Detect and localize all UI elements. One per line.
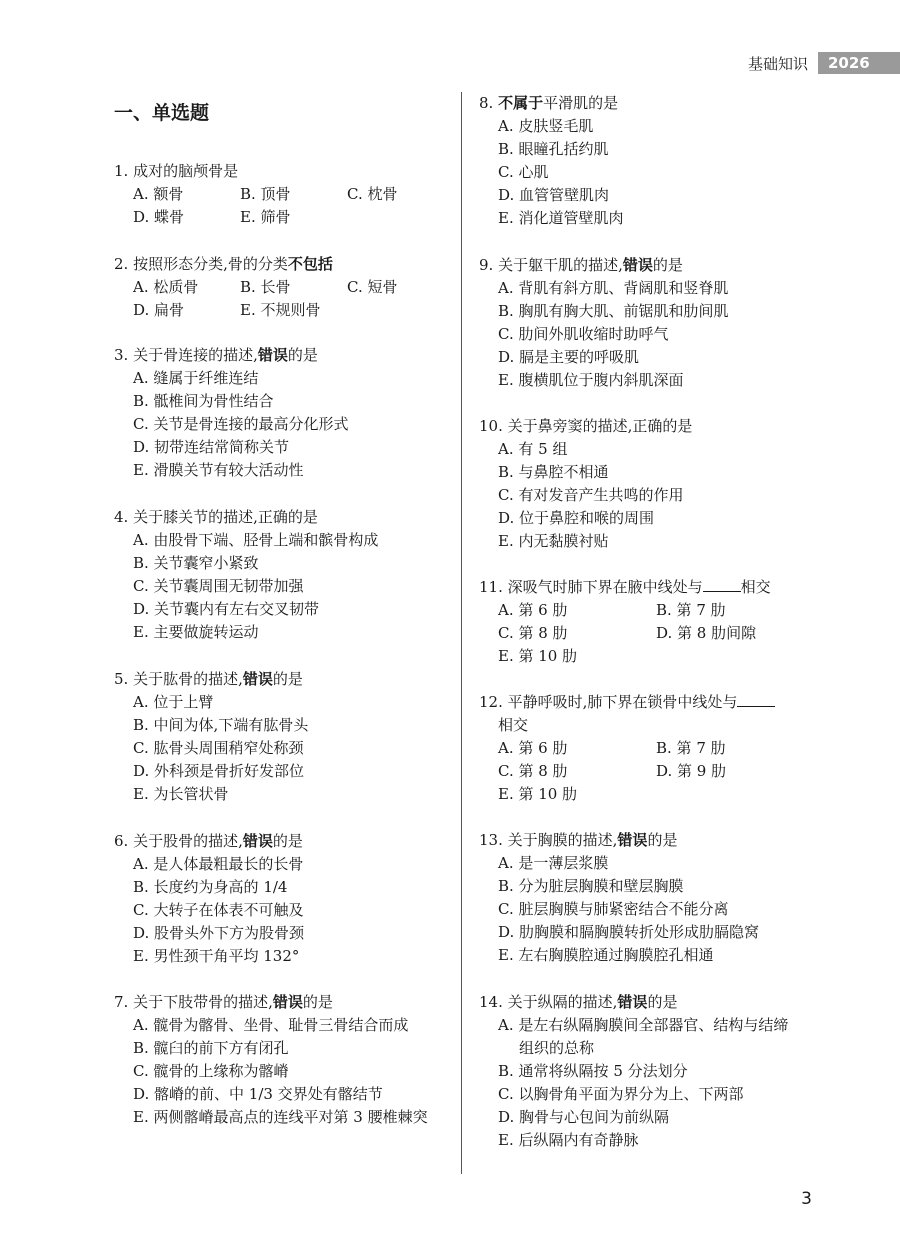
question-3 xyxy=(114,344,348,482)
question-9 xyxy=(479,254,729,392)
question-6 xyxy=(114,830,304,968)
option-b[interactable]: B. 顶骨 xyxy=(240,185,291,203)
question-7 xyxy=(114,991,444,1129)
option-d[interactable]: D. 肋胸膜和膈胸膜转折处形成肋膈隐窝 xyxy=(498,923,760,941)
option-e[interactable]: E. 第 10 肋 xyxy=(498,785,578,803)
option-c[interactable]: C. 有对发音产生共鸣的作用 xyxy=(498,486,684,504)
option-a[interactable]: A. 是人体最粗最长的长骨 xyxy=(133,855,304,873)
option-a[interactable]: A. 背肌有斜方肌、背阔肌和竖脊肌 xyxy=(498,279,729,297)
question-stem: 6. 关于股骨的描述,错误的是 xyxy=(114,832,303,850)
option-grid xyxy=(479,599,814,668)
option-a[interactable]: A. 是一薄层浆膜 xyxy=(498,854,609,872)
option-e[interactable]: E. 两侧髂嵴最高点的连线平对第 3 腰椎棘突 xyxy=(133,1108,428,1126)
option-c[interactable]: C. 大转子在体表不可触及 xyxy=(133,901,304,919)
option-e[interactable]: E. 消化道管壁肌肉 xyxy=(498,209,624,227)
section-title: 一、单选题 xyxy=(114,102,210,124)
header-year-badge: 2026 xyxy=(818,52,900,74)
option-c[interactable]: C. 关节是骨连接的最高分化形式 xyxy=(133,415,349,433)
option-d[interactable]: D. 位于鼻腔和喉的周围 xyxy=(498,509,655,527)
option-d[interactable]: D. 膈是主要的呼吸肌 xyxy=(498,348,640,366)
question-stem: 12. 平静呼吸时,肺下界在锁骨中线处与 xyxy=(479,691,814,714)
option-a[interactable]: A. 皮肤竖毛肌 xyxy=(498,117,594,135)
option-c[interactable]: C. 关节囊周围无韧带加强 xyxy=(133,577,304,595)
question-stem: 9. 关于躯干肌的描述,错误的是 xyxy=(479,256,683,274)
option-a[interactable]: A. 由股骨下端、胫骨上端和髌骨构成 xyxy=(133,531,379,549)
option-c[interactable]: C. 以胸骨角平面为界分为上、下两部 xyxy=(498,1085,744,1103)
option-b[interactable]: B. 长骨 xyxy=(240,278,291,296)
option-c[interactable]: C. 第 8 肋 xyxy=(498,624,568,642)
question-stem: 11. 深吸气时肺下界在腋中线处与 相交 xyxy=(479,578,771,596)
option-e[interactable]: E. 为长管状骨 xyxy=(133,785,229,803)
option-b[interactable]: B. 眼瞳孔括约肌 xyxy=(498,140,609,158)
option-a[interactable]: A. 位于上臂 xyxy=(133,693,214,711)
question-stem: 3. 关于骨连接的描述,错误的是 xyxy=(114,346,318,364)
option-d[interactable]: D. 第 8 肋间隙 xyxy=(656,624,757,642)
option-c[interactable]: C. 肋间外肌收缩时助呼气 xyxy=(498,325,669,343)
question-stem: 7. 关于下肢带骨的描述,错误的是 xyxy=(114,993,333,1011)
option-b[interactable]: B. 骶椎间为骨性结合 xyxy=(133,392,274,410)
option-grid xyxy=(114,276,454,322)
option-e[interactable]: E. 腹横肌位于腹内斜肌深面 xyxy=(498,371,684,389)
option-d[interactable]: D. 外科颈是骨折好发部位 xyxy=(133,762,305,780)
option-a[interactable]: A. 是左右纵隔胸膜间全部器官、结构与结缔组织的总称 xyxy=(498,1016,789,1057)
question-stem-continued: 相交 xyxy=(498,716,529,734)
option-a[interactable]: A. 第 6 肋 xyxy=(498,739,568,757)
question-8 xyxy=(479,92,624,230)
question-stem: 2. 按照形态分类,骨的分类不包括 xyxy=(114,255,333,273)
question-12 xyxy=(479,691,814,806)
option-b[interactable]: B. 通常将纵隔按 5 分法划分 xyxy=(498,1062,688,1080)
column-divider xyxy=(461,92,462,1174)
option-d[interactable]: D. 韧带连结常简称关节 xyxy=(133,438,290,456)
option-e[interactable]: E. 内无黏膜衬贴 xyxy=(498,532,609,550)
option-a[interactable]: A. 缝属于纤维连结 xyxy=(133,369,259,387)
option-d[interactable]: D. 蝶骨 xyxy=(133,208,185,226)
option-c[interactable]: C. 脏层胸膜与肺紧密结合不能分离 xyxy=(498,900,729,918)
option-a[interactable]: A. 髋骨为髂骨、坐骨、耻骨三骨结合而成 xyxy=(133,1016,409,1034)
option-b[interactable]: B. 第 7 肋 xyxy=(656,601,726,619)
option-e[interactable]: E. 第 10 肋 xyxy=(498,647,578,665)
option-b[interactable]: B. 胸肌有胸大肌、前锯肌和肋间肌 xyxy=(498,302,729,320)
page-number: 3 xyxy=(801,1189,812,1209)
option-e[interactable]: E. 筛骨 xyxy=(240,208,291,226)
question-4 xyxy=(114,506,378,644)
header-section-label: 基础知识 xyxy=(747,54,808,73)
question-1 xyxy=(114,160,454,229)
option-d[interactable]: D. 股骨头外下方为股骨颈 xyxy=(133,924,305,942)
option-e[interactable]: E. 不规则骨 xyxy=(240,301,321,319)
option-b[interactable]: B. 第 7 肋 xyxy=(656,739,726,757)
option-e[interactable]: E. 男性颈干角平均 132° xyxy=(133,947,300,965)
option-d[interactable]: D. 第 9 肋 xyxy=(656,762,727,780)
option-d[interactable]: D. 关节囊内有左右交叉韧带 xyxy=(133,600,320,618)
option-a[interactable]: A. 松质骨 xyxy=(133,278,199,296)
option-b[interactable]: B. 中间为体,下端有肱骨头 xyxy=(133,716,309,734)
question-stem: 13. 关于胸膜的描述,错误的是 xyxy=(479,831,678,849)
option-d[interactable]: D. 髂嵴的前、中 1/3 交界处有髂结节 xyxy=(133,1085,383,1103)
question-stem: 8. 不属于平滑肌的是 xyxy=(479,94,619,112)
option-b[interactable]: B. 与鼻腔不相通 xyxy=(498,463,609,481)
option-c[interactable]: C. 心肌 xyxy=(498,163,549,181)
question-stem: 4. 关于膝关节的描述,正确的是 xyxy=(114,508,318,526)
option-c[interactable]: C. 肱骨头周围稍窄处称颈 xyxy=(133,739,304,757)
option-c[interactable]: C. 髋骨的上缘称为髂嵴 xyxy=(133,1062,289,1080)
option-b[interactable]: B. 关节囊窄小紧致 xyxy=(133,554,259,572)
question-stem: 5. 关于肱骨的描述,错误的是 xyxy=(114,670,303,688)
option-c[interactable]: C. 第 8 肋 xyxy=(498,762,568,780)
question-2 xyxy=(114,253,454,322)
option-d[interactable]: D. 胸骨与心包间为前纵隔 xyxy=(498,1108,670,1126)
question-stem: 14. 关于纵隔的描述,错误的是 xyxy=(479,993,678,1011)
answer-blank xyxy=(703,577,741,592)
option-a[interactable]: A. 额骨 xyxy=(133,185,184,203)
option-b[interactable]: B. 长度约为身高的 1/4 xyxy=(133,878,288,896)
answer-blank xyxy=(737,692,775,707)
option-b[interactable]: B. 分为脏层胸膜和壁层胸膜 xyxy=(498,877,684,895)
question-stem: 1. 成对的脑颅骨是 xyxy=(114,162,239,180)
option-grid xyxy=(114,183,454,229)
option-e[interactable]: E. 左右胸膜腔通过胸膜腔孔相通 xyxy=(498,946,714,964)
option-d[interactable]: D. 血管管壁肌肉 xyxy=(498,186,610,204)
option-b[interactable]: B. 髋臼的前下方有闭孔 xyxy=(133,1039,289,1057)
question-10 xyxy=(479,415,692,553)
question-11 xyxy=(479,576,814,668)
option-e[interactable]: E. 后纵隔内有奇静脉 xyxy=(498,1131,639,1149)
option-e[interactable]: E. 主要做旋转运动 xyxy=(133,623,259,641)
option-c[interactable]: C. 枕骨 xyxy=(347,185,398,203)
page-header xyxy=(748,52,900,74)
option-grid xyxy=(479,737,814,806)
question-stem: 10. 关于鼻旁窦的描述,正确的是 xyxy=(479,417,693,435)
option-a[interactable]: A. 有 5 组 xyxy=(498,440,568,458)
question-14 xyxy=(479,991,795,1152)
option-a[interactable]: A. 第 6 肋 xyxy=(498,601,568,619)
question-13 xyxy=(479,829,759,967)
option-c[interactable]: C. 短骨 xyxy=(347,278,398,296)
question-5 xyxy=(114,668,308,806)
option-e[interactable]: E. 滑膜关节有较大活动性 xyxy=(133,461,304,479)
option-d[interactable]: D. 扁骨 xyxy=(133,301,185,319)
